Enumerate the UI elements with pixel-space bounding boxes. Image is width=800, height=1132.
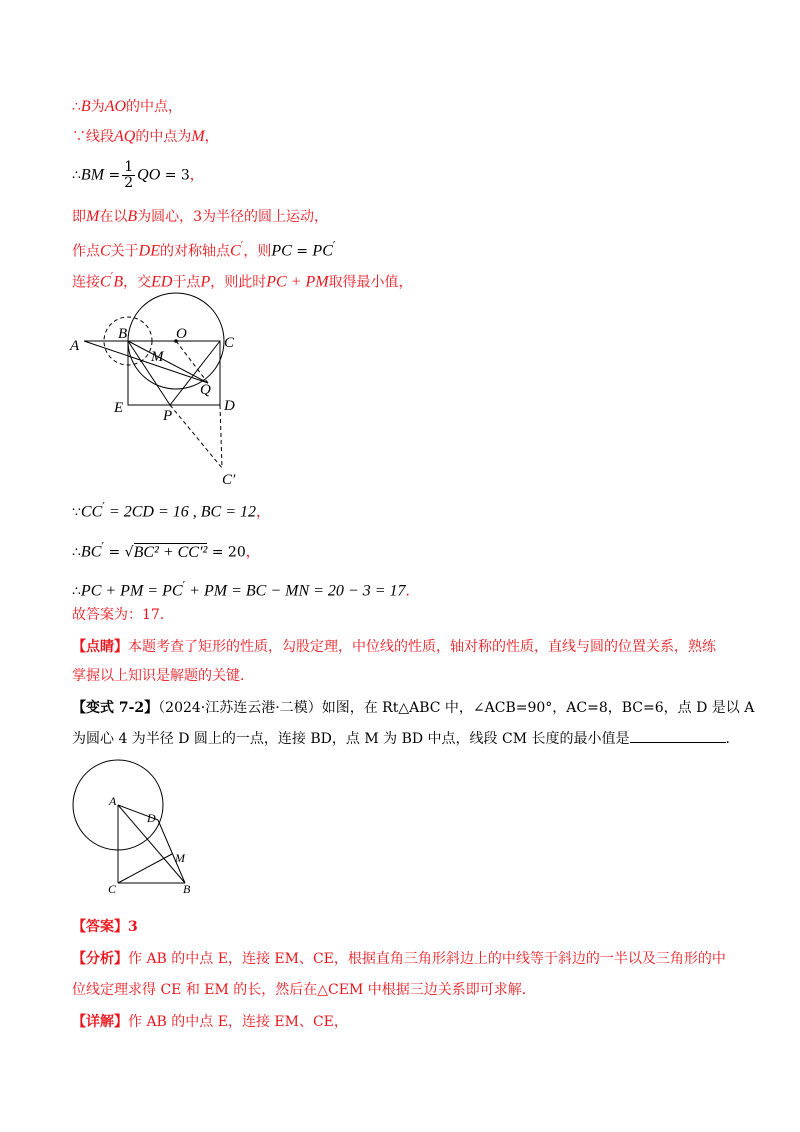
segment-b-p: [128, 341, 170, 405]
line-8: ∴BC′ = √BC² + CC′² = 20，: [72, 540, 260, 561]
label-b: B: [118, 326, 128, 342]
line-9: ∴PC + PM = PC′ + PM = BC − MN = 20 − 3 = 17．: [72, 579, 420, 600]
segment-a-q: [84, 341, 208, 383]
line-4: 即M在以B为圆心，3为半径的圆上运动，: [72, 208, 329, 225]
label-p: P: [163, 408, 173, 424]
segment-d-c2-dashed: [220, 405, 222, 468]
segment-c-m: [118, 854, 172, 883]
line-17: 位线定理求得 CE 和 EM 的长，然后在△CEM 中根据三边关系即可求解．: [72, 982, 536, 998]
therefore-symbol: ∴: [72, 583, 81, 600]
label-c: C: [108, 882, 117, 896]
because-symbol: ∵: [72, 129, 86, 145]
line-3: ∴BM = $\frac{1}{2}$ QO = 3，: [72, 159, 204, 191]
geometry-figure-1: [66, 292, 256, 492]
comment-label: 【点睛】: [72, 639, 128, 655]
segment-b-q: [128, 341, 208, 383]
label-c: C: [224, 335, 235, 351]
label-o: O: [176, 326, 187, 342]
line-5: 作点C关于DE的对称轴点C′，则PC = PC′: [72, 239, 336, 260]
line-10-answer: 故答案为：17．: [72, 607, 174, 623]
therefore-symbol: ∴: [72, 99, 81, 115]
answer-blank: [630, 728, 726, 743]
therefore-symbol: ∴: [72, 544, 81, 561]
line-13-variant: 【变式 7-2】（2024·江苏连云港·二模）如图，在 Rt△ABC 中，∠ACB=90°，AC=8，BC=6，点 D 是以 A: [72, 700, 755, 716]
label-c-prime: C′: [222, 472, 236, 488]
because-symbol: ∵: [72, 504, 81, 521]
geometry-figure-2: [70, 756, 200, 896]
answer-label: 【答案】: [72, 919, 128, 935]
line-16-analysis: 【分析】作 AB 的中点 E，连接 EM、CE，根据直角三角形斜边上的中线等于斜边的一半以及三角形的中: [72, 951, 726, 967]
fraction-half: $\frac{1}{2}$: [124, 159, 134, 191]
line-1: ∴B为AO的中点，: [72, 98, 183, 115]
label-d: D: [147, 811, 156, 825]
analysis-label: 【分析】: [72, 951, 128, 967]
line-2: ∵线段AQ的中点为M，: [72, 128, 219, 145]
therefore-symbol: ∴: [72, 167, 81, 184]
line-6: 连接C′B，交ED于点P，则此时PC + PM取得最小值，: [72, 270, 413, 291]
label-q: Q: [200, 382, 211, 398]
line-18-detail: 【详解】作 AB 的中点 E，连接 EM、CE，: [72, 1014, 348, 1030]
line-15-answer: 【答案】3: [72, 919, 138, 935]
line-11-comment: 【点睛】本题考查了矩形的性质，勾股定理，中位线的性质，轴对称的性质，直线与圆的位置关系，熟练: [72, 639, 716, 655]
label-m: M: [151, 349, 164, 365]
label-a: A: [70, 338, 80, 354]
label-m: M: [175, 851, 185, 865]
label-e: E: [114, 400, 124, 416]
label-d: D: [224, 398, 235, 414]
line-12: 掌握以上知识是解题的关键．: [72, 668, 254, 684]
detail-label: 【详解】: [72, 1014, 128, 1030]
segment-p-c2-dashed: [170, 405, 222, 468]
label-b: B: [183, 882, 191, 896]
variant-label: 【变式 7-2】: [72, 700, 159, 716]
label-a: A: [109, 794, 117, 808]
line-14: 为圆心 4 为半径 D 圆上的一点，连接 BD，点 M 为 BD 中点，线段 CM 长度的最小值是 ．: [72, 728, 740, 749]
line-7: ∵CC′ = 2CD = 16 , BC = 12，: [72, 500, 270, 521]
sqrt-sign: √: [124, 544, 134, 561]
